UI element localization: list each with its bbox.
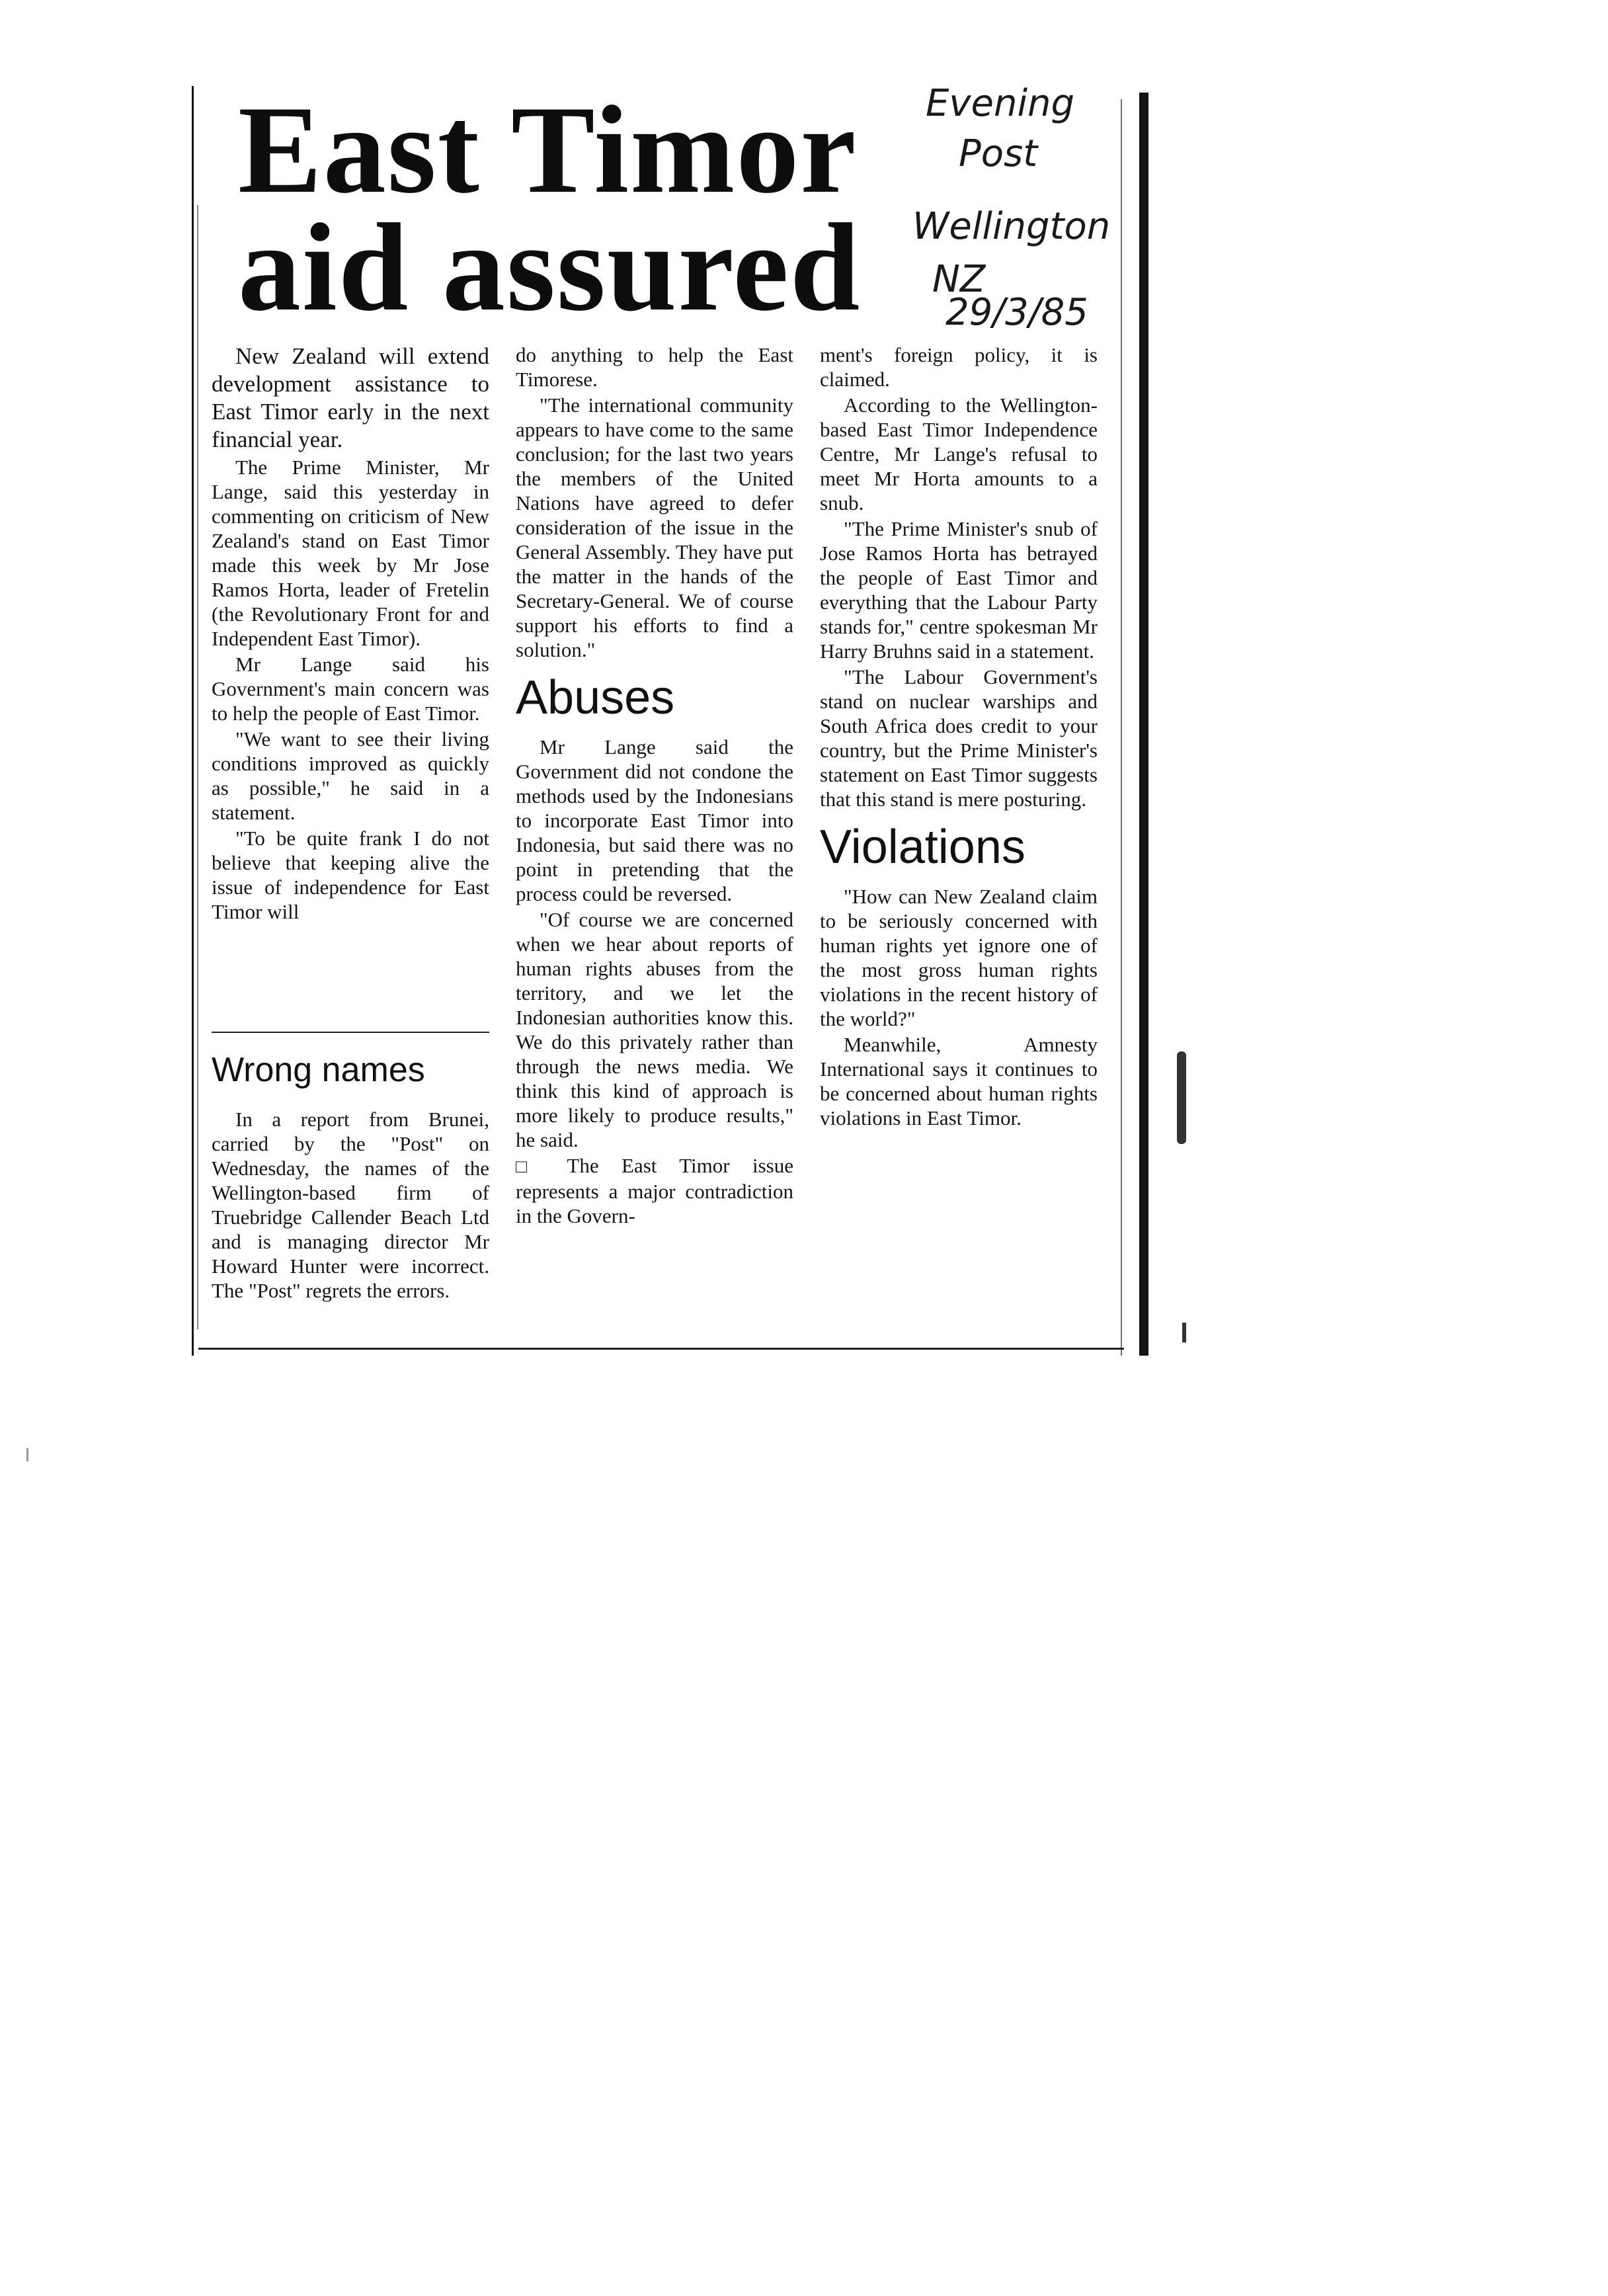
paragraph: Mr Lange said the Government did not condone the methods used by the Indonesians to incorporate East Timor into Indonesia, but said there was no point in pretending that the process could be reversed. bbox=[516, 735, 793, 905]
paragraph: Mr Lange said his Government's main concern was to help the people of East Timor. bbox=[212, 653, 489, 725]
article-column-1 bbox=[212, 343, 489, 925]
abuses-heading: Abuses bbox=[516, 671, 675, 724]
paragraph: "The Labour Government's stand on nuclear warships and South Africa does credit to your country, but the Prime Minister's statement on East Timor suggests that this stand is mere posturing. bbox=[820, 665, 1098, 811]
paragraph: "How can New Zealand claim to be seriously concerned with human rights yet ignore one of the most gross human rights violations in the recent history of the world?" bbox=[820, 885, 1098, 1030]
headline-line-1: East Timor bbox=[238, 81, 858, 220]
article-column-3 bbox=[820, 343, 1098, 1131]
paragraph: do anything to help the East Timorese. bbox=[516, 343, 793, 391]
paragraph bbox=[516, 1153, 793, 1228]
violations-heading: Violations bbox=[820, 821, 1025, 874]
paragraph: "The Prime Minister's snub of Jose Ramos Horta has betrayed the people of East Timor and everything that the Labour Party stands for," centre spokesman Mr Harry Bruhns said in a statement. bbox=[820, 517, 1098, 663]
paragraph: "The international community appears to have come to the same conclusion; for the last two years the members of the United Nations have agreed to defer consideration of the issue in the General Assembly. They have put the matter in the hands of the Secretary-General. We of course support his efforts to find a solution." bbox=[516, 393, 793, 661]
paragraph: According to the Wellington-based East Timor Independence Centre, Mr Lange's refusal to meet Mr Horta amounts to a snub. bbox=[820, 393, 1098, 514]
clipping-left-edge-inner bbox=[197, 205, 198, 1329]
paragraph: "To be quite frank I do not believe that keeping alive the issue of independence for East Timor will bbox=[212, 827, 489, 923]
scan-mark bbox=[1182, 1323, 1186, 1342]
clipping-right-edge bbox=[1139, 93, 1148, 1356]
paragraph: The Prime Minister, Mr Lange, said this yesterday in commenting on criticism of New Zealand's stand on East Timor made this week by Mr Jose Ramos Horta, leader of Fretelin (the Revolutionary Front for and Independent East Timor). bbox=[212, 456, 489, 650]
clipping-left-edge bbox=[192, 86, 194, 1356]
handwritten-publication: Evening bbox=[926, 82, 1075, 125]
paragraph: ment's foreign policy, it is claimed. bbox=[820, 343, 1098, 391]
newspaper-clipping bbox=[185, 73, 1150, 1369]
paragraph: Meanwhile, Amnesty International says it continues to be concerned about human rights violations in East Timor. bbox=[820, 1033, 1098, 1129]
scan-mark bbox=[1177, 1051, 1186, 1144]
paragraph: "We want to see their living conditions improved as quickly as possible," he said in a statement. bbox=[212, 727, 489, 824]
correction-divider bbox=[212, 1032, 489, 1033]
headline-line-2: aid assured bbox=[238, 198, 862, 337]
handwritten-country: NZ bbox=[932, 258, 986, 301]
paragraph-text: The East Timor issue represents a major contradiction in the Govern- bbox=[516, 1154, 793, 1227]
section-marker: □ bbox=[516, 1157, 545, 1177]
correction-heading: Wrong names bbox=[212, 1051, 425, 1089]
paragraph: "Of course we are concerned when we hear about reports of human rights abuses from the territory, and we let the Indonesian authorities know this. We do this privately rather than through the news media. We think this kind of approach is more likely to produce results," he said. bbox=[516, 908, 793, 1151]
clipping-bottom-rule bbox=[198, 1348, 1124, 1350]
handwritten-date: 29/3/85 bbox=[945, 291, 1088, 334]
handwritten-publication-2: Post bbox=[959, 132, 1038, 175]
scan-mark bbox=[26, 1448, 28, 1461]
handwritten-city: Wellington bbox=[912, 205, 1111, 248]
article-column-2 bbox=[516, 343, 793, 1229]
correction-body: In a report from Brunei, carried by the "Post" on Wednesday, the names of the Wellington-based firm of Truebridge Callender Beach Ltd and is managing director Mr Howard Hunter were incorrect. The "Post" regrets the errors. bbox=[212, 1108, 489, 1302]
clipping-right-edge-thin bbox=[1121, 99, 1122, 1356]
lead-paragraph: New Zealand will extend development assistance to East Timor early in the next financial year. bbox=[212, 343, 489, 452]
correction-notice bbox=[212, 1045, 489, 1304]
